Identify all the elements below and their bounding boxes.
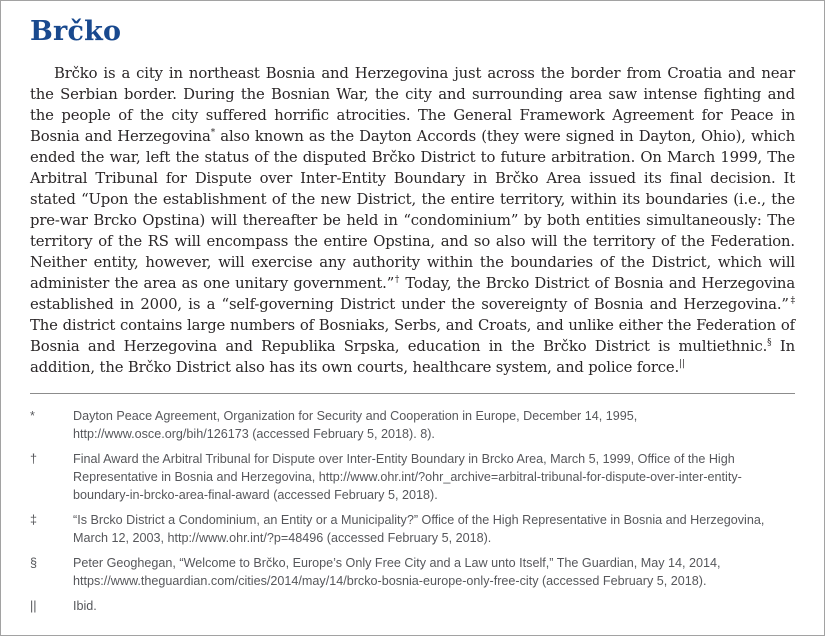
- footnote-text: Peter Geoghegan, “Welcome to Brčko, Europe’s Only Free City and a Law unto Itself,” The Guardian, May 14, 2014, https://www.theguardian.com/cities/2014/may/14/brcko-bosnia-europe-only-free-city (accessed February 5, 2018).: [73, 556, 721, 588]
- article-paragraph: Brčko is a city in northeast Bosnia and Herzegovina just across the border from Croatia and near the Serbian border. During the Bosnian War, the city and surrounding area saw intense fighting and the people of the city suffered horrific atrocities. The General Framework Agreement for Peace in Bosnia and Herzegovina* also known as the Dayton Accords (they were signed in Dayton, Ohio), which ended the war, left the status of the disputed Brčko District to future arbitration. On March 1999, The Arbitral Tribunal for Dispute over Inter-Entity Boundary in Brčko Area issued its final decision. It stated “Upon the establishment of the new District, the entire territory, within its boundaries (i.e., the pre-war Brcko Opstina) will thereafter be held in “condominium” by both entities simultaneously: The territory of the RS will encompass the entire Opstina, and so also will the territory of the Federation. Neither entity, however, will exercise any authority within the boundaries of the District, which will administer the area as one unitary government.”† Today, the Brcko District of Bosnia and Herzegovina established in 2000, is a “self-governing District under the sovereignty of Bosnia and Herzegovina.”‡ The district contains large numbers of Bosniaks, Serbs, and Croats, and unlike either the Federation of Bosnia and Herzegovina and Republika Srpska, education in the Brčko District is multiethnic.§ In addition, the Brčko District also has its own courts, healthcare system, and police force.||: [30, 65, 795, 376]
- footnote-marker: §: [30, 556, 38, 570]
- footnote-item: [30, 554, 795, 590]
- footnote-item: [30, 407, 795, 443]
- page-title: Brčko: [30, 16, 122, 47]
- footnote-item: [30, 597, 795, 615]
- footnote-marker: ||: [30, 599, 37, 613]
- footnote-marker: *: [30, 409, 35, 423]
- footnotes-list: [30, 407, 795, 615]
- footnote-reference: †: [394, 275, 401, 286]
- footnote-text: “Is Brcko District a Condominium, an Entity or a Municipality?” Office of the High Representative in Bosnia and Herzegovina, March 12, 2003, http://www.ohr.int/?p=48496 (accessed February 5, 2018).: [73, 513, 765, 545]
- footnote-reference: ‡: [788, 296, 795, 307]
- footnote-reference: §: [767, 338, 772, 349]
- footnote-marker: ‡: [30, 513, 38, 527]
- footnote-text: Ibid.: [73, 599, 97, 613]
- footnote-item: [30, 511, 795, 547]
- footnote-reference: *: [210, 128, 216, 139]
- footnote-text: Final Award the Arbitral Tribunal for Dispute over Inter-Entity Boundary in Brcko Area, March 5, 1999, Office of the High Representative in Bosnia and Herzegovina, http://www.ohr.int/?ohr_archive=arbitral-tribunal-for-dispute-over-inter-entity-boundary-in-brcko-area-final-award (accessed February 5, 2018).: [73, 452, 742, 502]
- footnote-reference: ||: [679, 359, 686, 370]
- footnote-item: [30, 450, 795, 504]
- footnote-text: Dayton Peace Agreement, Organization for Security and Cooperation in Europe, December 14, 1995, http://www.osce.org/bih/126173 (accessed February 5, 2018). 8).: [73, 409, 638, 441]
- footnote-divider: [30, 393, 795, 394]
- footnote-marker: †: [30, 452, 38, 466]
